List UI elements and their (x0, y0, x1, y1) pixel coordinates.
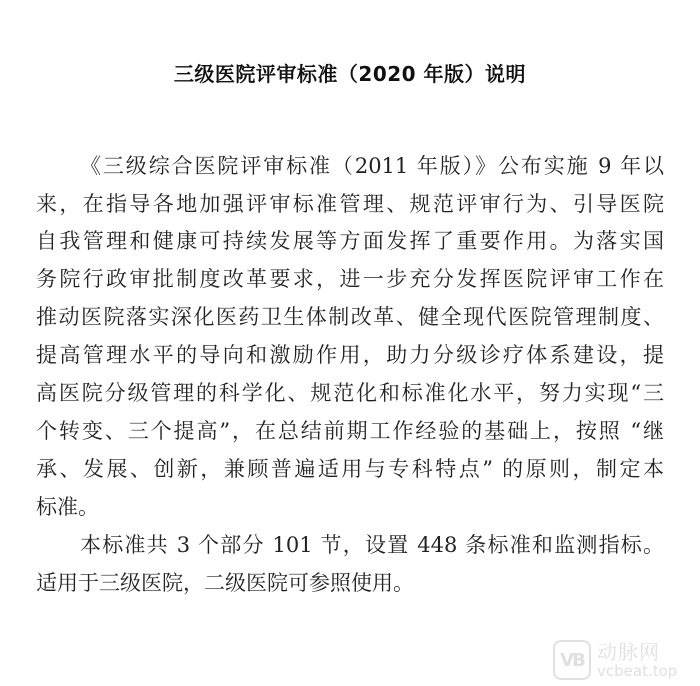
document-title: 三级医院评审标准（2020 年版）说明 (173, 62, 527, 86)
paragraph-2-line-1: 本标准共 3 个部分 101 节，设置 448 条标准和监测指标。 (80, 533, 664, 557)
watermark (553, 637, 700, 683)
paragraph-2-line-2: 适用于三级医院，二级医院可参照使用。 (36, 571, 414, 595)
paragraph-1-line-9: 承、发展、创新，兼顾普遍适用与专科特点” 的原则，制定本 (36, 457, 664, 481)
watermark-brand-cn: 动脉网 (597, 639, 660, 664)
paragraph-1-line-5: 推动医院落实深化医药卫生体制改革、健全现代医院管理制度、 (36, 305, 664, 329)
paragraph-1-line-7: 高医院分级管理的科学化、规范化和标准化水平，努力实现“三 (36, 381, 664, 405)
paragraph-1-line-1: 《三级综合医院评审标准（2011 年版）》公布实施 9 年以 (80, 154, 664, 178)
watermark-brand-en: vcbeat.top (597, 661, 678, 680)
paragraph-1-line-6: 提高管理水平的导向和激励作用，助力分级诊疗体系建设，提 (36, 343, 664, 367)
paragraph-1-line-4: 务院行政审批制度改革要求，进一步充分发挥医院评审工作在 (36, 267, 664, 291)
watermark-text (597, 639, 678, 680)
vcbeat-logo-icon: VB (553, 640, 591, 680)
paragraph-1-line-3: 自我管理和健康可持续发展等方面发挥了重要作用。为落实国 (36, 229, 664, 253)
paragraph-1-line-2: 来，在指导各地加强评审标准管理、规范评审行为、引导医院 (36, 192, 664, 216)
paragraph-1-line-8: 个转变、三个提高”，在总结前期工作经验的基础上，按照 “继 (36, 419, 664, 443)
paragraph-1-line-10: 标准。 (36, 495, 99, 519)
